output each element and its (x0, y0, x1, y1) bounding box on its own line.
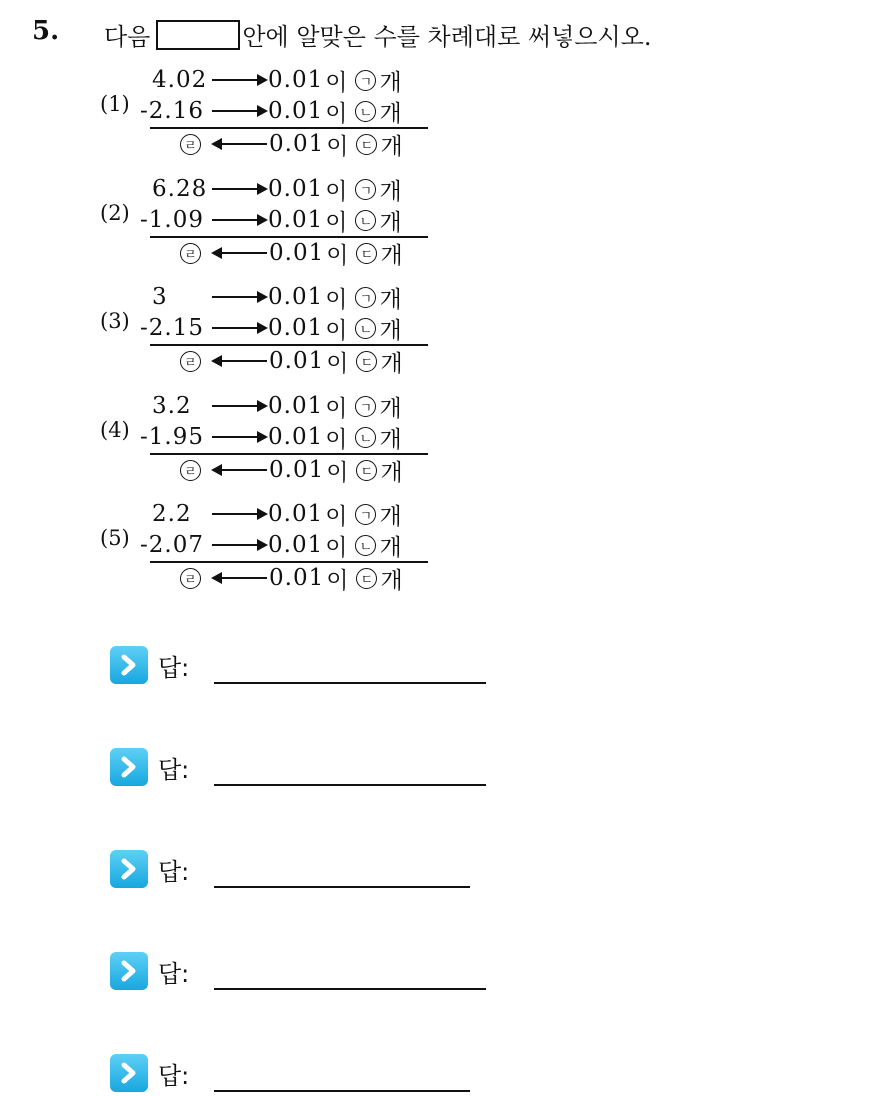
row-top (152, 392, 402, 420)
row-top (152, 283, 402, 311)
count-word: 개 (379, 69, 402, 96)
count-word: 개 (379, 395, 402, 422)
circled-mark-c: ㄷ (356, 460, 377, 481)
top-number: 4.02 (152, 67, 208, 93)
right-arrow-icon (212, 79, 266, 81)
answer-input-line[interactable] (214, 1090, 470, 1092)
particle: 이 (326, 133, 349, 160)
count-word: 개 (379, 100, 402, 127)
unit-value: 0.01 (268, 67, 324, 93)
blank-box (156, 20, 240, 50)
particle: 이 (325, 69, 348, 96)
circled-mark-b: ㄴ (355, 101, 376, 122)
question-text (104, 17, 651, 52)
circled-mark-a: ㄱ (355, 287, 376, 308)
answer-row-2 (110, 748, 490, 788)
problem-label: (4) (100, 418, 130, 442)
unit-value: 0.01 (268, 393, 324, 419)
unit-value: 0.01 (268, 424, 324, 450)
bottom-number: -2.16 (140, 98, 204, 124)
right-arrow-icon (212, 296, 266, 298)
unit-value: 0.01 (269, 348, 325, 374)
right-arrow-icon (212, 188, 266, 190)
answer-input-line[interactable] (214, 682, 486, 684)
top-number: 3 (152, 284, 168, 310)
left-arrow-icon (213, 469, 267, 471)
row-result (152, 347, 403, 375)
left-arrow-icon (213, 577, 267, 579)
row-bottom (140, 531, 402, 561)
left-arrow-icon (213, 143, 267, 145)
count-word: 개 (379, 534, 402, 561)
problem-4 (100, 392, 440, 484)
question-number: 5. (32, 16, 60, 46)
row-bottom (140, 206, 402, 236)
circled-mark-a: ㄱ (355, 179, 376, 200)
count-word: 개 (379, 426, 402, 453)
particle: 이 (326, 567, 349, 594)
unit-value: 0.01 (269, 131, 325, 157)
row-bottom (140, 314, 402, 344)
bottom-number: -1.95 (140, 424, 204, 450)
row-result (152, 239, 403, 267)
top-number: 2.2 (152, 501, 192, 527)
answer-label: 답: (158, 654, 190, 682)
particle: 이 (325, 100, 348, 127)
circled-mark-c: ㄷ (356, 568, 377, 589)
answer-row-1 (110, 646, 490, 686)
unit-value: 0.01 (268, 98, 324, 124)
problem-3 (100, 283, 440, 375)
answer-label: 답: (158, 1062, 190, 1090)
unit-value: 0.01 (269, 565, 325, 591)
answer-label: 답: (158, 960, 190, 988)
question-text-before: 다음 (104, 23, 151, 51)
answer-input-line[interactable] (214, 988, 486, 990)
answer-label: 답: (158, 756, 190, 784)
particle: 이 (325, 317, 348, 344)
bottom-number: -2.15 (140, 315, 204, 341)
right-arrow-icon (212, 405, 266, 407)
circled-mark-b: ㄴ (355, 427, 376, 448)
row-top (152, 500, 402, 528)
circled-mark-d: ㄹ (180, 134, 201, 155)
answer-input-line[interactable] (214, 886, 470, 888)
count-word: 개 (379, 286, 402, 313)
right-arrow-icon (212, 436, 266, 438)
circled-mark-b: ㄴ (355, 318, 376, 339)
count-word: 개 (380, 242, 403, 269)
unit-value: 0.01 (269, 457, 325, 483)
row-result (152, 456, 403, 484)
right-arrow-icon (212, 544, 266, 546)
unit-value: 0.01 (268, 207, 324, 233)
problem-2 (100, 175, 440, 267)
circled-mark-d: ㄹ (180, 460, 201, 481)
left-arrow-icon (213, 360, 267, 362)
chevron-right-icon (110, 646, 148, 684)
count-word: 개 (379, 209, 402, 236)
answer-input-line[interactable] (214, 784, 486, 786)
right-arrow-icon (212, 219, 266, 221)
unit-value: 0.01 (268, 315, 324, 341)
count-word: 개 (379, 178, 402, 205)
particle: 이 (325, 503, 348, 530)
chevron-right-icon (110, 850, 148, 888)
bottom-number: -2.07 (140, 532, 204, 558)
right-arrow-icon (212, 110, 266, 112)
problem-label: (2) (100, 201, 130, 225)
circled-mark-a: ㄱ (355, 396, 376, 417)
circled-mark-b: ㄴ (355, 210, 376, 231)
problem-label: (5) (100, 526, 130, 550)
row-bottom (140, 423, 402, 453)
particle: 이 (325, 178, 348, 205)
question-text-after: 안에 알맞은 수를 차례대로 써넣으시오. (242, 23, 652, 51)
unit-value: 0.01 (269, 240, 325, 266)
chevron-right-icon (110, 748, 148, 786)
count-word: 개 (380, 350, 403, 377)
problem-label: (3) (100, 309, 130, 333)
unit-value: 0.01 (268, 501, 324, 527)
row-top (152, 175, 402, 203)
circled-mark-c: ㄷ (356, 351, 377, 372)
particle: 이 (325, 426, 348, 453)
particle: 이 (325, 534, 348, 561)
row-result (152, 564, 403, 592)
answer-row-3 (110, 850, 490, 890)
problem-1 (100, 66, 440, 158)
unit-value: 0.01 (268, 176, 324, 202)
right-arrow-icon (212, 327, 266, 329)
chevron-right-icon (110, 952, 148, 990)
chevron-right-icon (110, 1054, 148, 1092)
top-number: 6.28 (152, 176, 208, 202)
answer-row-5 (110, 1054, 490, 1094)
row-bottom (140, 97, 402, 127)
circled-mark-d: ㄹ (180, 243, 201, 264)
problem-label: (1) (100, 92, 130, 116)
particle: 이 (325, 286, 348, 313)
count-word: 개 (379, 317, 402, 344)
particle: 이 (325, 209, 348, 236)
left-arrow-icon (213, 252, 267, 254)
count-word: 개 (380, 459, 403, 486)
right-arrow-icon (212, 513, 266, 515)
unit-value: 0.01 (268, 284, 324, 310)
count-word: 개 (379, 503, 402, 530)
circled-mark-d: ㄹ (180, 568, 201, 589)
bottom-number: -1.09 (140, 207, 204, 233)
particle: 이 (326, 242, 349, 269)
answer-label: 답: (158, 858, 190, 886)
circled-mark-a: ㄱ (355, 70, 376, 91)
count-word: 개 (380, 567, 403, 594)
circled-mark-b: ㄴ (355, 535, 376, 556)
circled-mark-c: ㄷ (356, 134, 377, 155)
problem-5 (100, 500, 440, 592)
top-number: 3.2 (152, 393, 192, 419)
circled-mark-c: ㄷ (356, 243, 377, 264)
particle: 이 (326, 459, 349, 486)
row-top (152, 66, 402, 94)
answer-row-4 (110, 952, 490, 992)
count-word: 개 (380, 133, 403, 160)
particle: 이 (325, 395, 348, 422)
circled-mark-a: ㄱ (355, 504, 376, 525)
particle: 이 (326, 350, 349, 377)
row-result (152, 130, 403, 158)
circled-mark-d: ㄹ (180, 351, 201, 372)
unit-value: 0.01 (268, 532, 324, 558)
